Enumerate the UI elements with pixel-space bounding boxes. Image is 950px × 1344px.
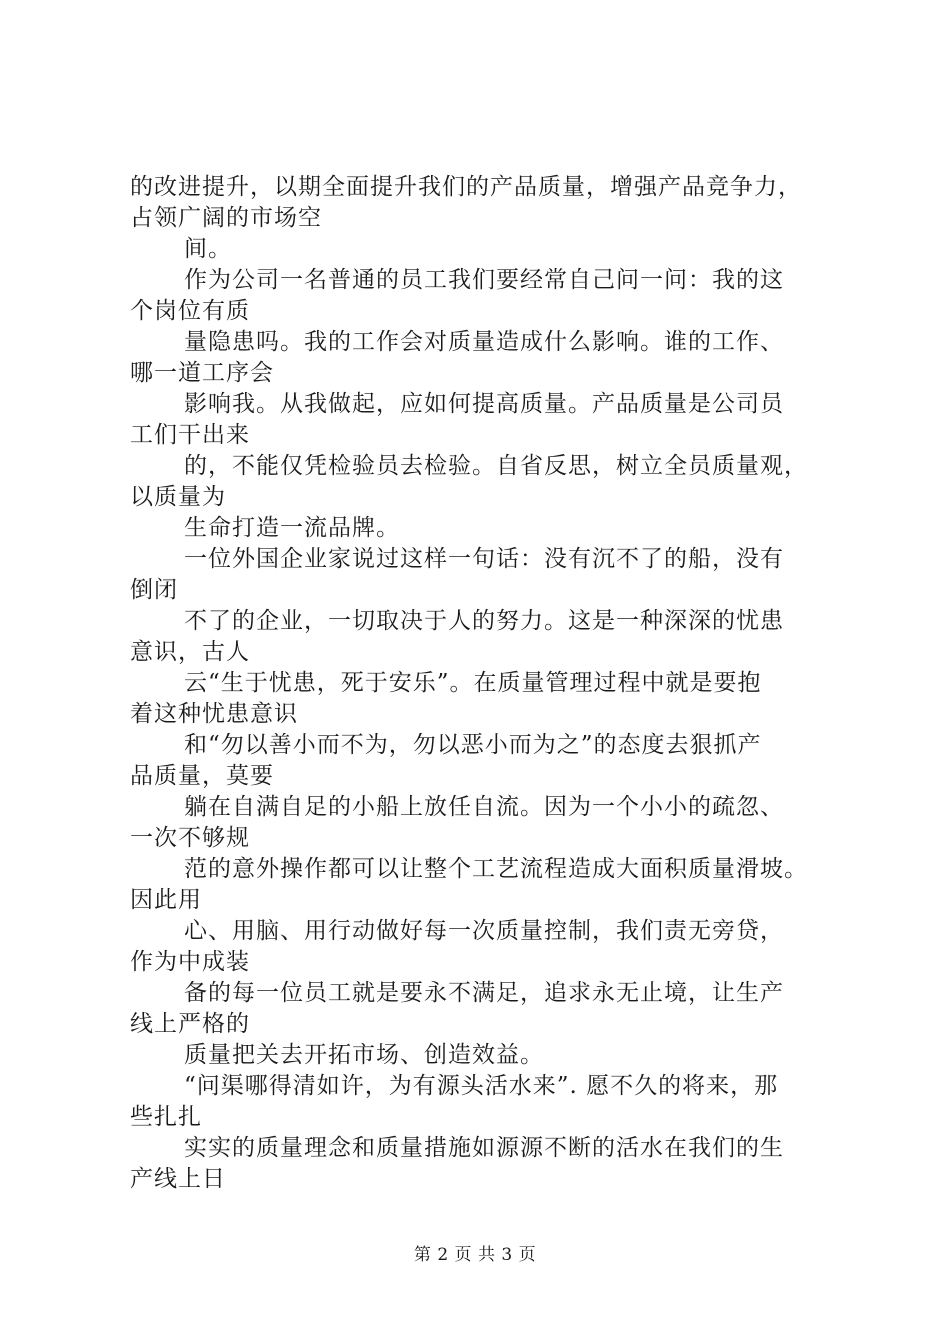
text-line: 间。 bbox=[184, 236, 232, 262]
text-line: 量隐患吗。我的工作会对质量造成什么影响。谁的工作、 bbox=[184, 329, 784, 355]
text-line: 一次不够规 bbox=[130, 825, 250, 851]
text-line: 以质量为 bbox=[130, 484, 226, 510]
text-line: 和“勿以善小而不为，勿以恶小而为之”的态度去狠抓产 bbox=[184, 732, 762, 758]
text-line: 着这种忧患意识 bbox=[130, 701, 298, 727]
text-line: 心、用脑、用行动做好每一次质量控制，我们责无旁贷， bbox=[184, 918, 784, 944]
text-line: “问渠哪得清如许，为有源头活水来”. 愿不久的将来，那 bbox=[184, 1073, 779, 1099]
text-line: 实实的质量理念和质量措施如源源不断的活水在我们的生 bbox=[184, 1135, 784, 1161]
text-line: 工们干出来 bbox=[130, 422, 250, 448]
text-line: 备的每一位员工就是要永不满足，追求永无止境，让生产 bbox=[184, 980, 784, 1006]
text-line: 产线上日 bbox=[130, 1166, 226, 1192]
text-line: 范的意外操作都可以让整个工艺流程造成大面积质量滑坡。 bbox=[184, 856, 808, 882]
text-line: 因此用 bbox=[130, 887, 202, 913]
text-line: 的，不能仅凭检验员去检验。自省反思，树立全员质量观， bbox=[184, 453, 808, 479]
text-line: 占领广阔的市场空 bbox=[130, 205, 322, 231]
text-line: 品质量，莫要 bbox=[130, 763, 274, 789]
text-line: 哪一道工序会 bbox=[130, 360, 274, 386]
text-line: 作为公司一名普通的员工我们要经常自己问一问：我的这 bbox=[184, 267, 784, 293]
text-line: 的改进提升，以期全面提升我们的产品质量，增强产品竞争力， bbox=[130, 174, 802, 200]
text-line: 意识，古人 bbox=[130, 639, 250, 665]
text-line: 一位外国企业家说过这样一句话：没有沉不了的船，没有 bbox=[184, 546, 784, 572]
document-body bbox=[130, 172, 910, 1195]
text-line: 个岗位有质 bbox=[130, 298, 250, 324]
text-line: 线上严格的 bbox=[130, 1011, 250, 1037]
text-line: 质量把关去开拓市场、创造效益。 bbox=[184, 1042, 544, 1068]
text-line: 作为中成装 bbox=[130, 949, 250, 975]
text-line: 影响我。从我做起，应如何提高质量。产品质量是公司员 bbox=[184, 391, 784, 417]
page-number-footer: 第 2 页 共 3 页 bbox=[413, 1245, 537, 1265]
text-line: 生命打造一流品牌。 bbox=[184, 515, 400, 541]
text-line: 躺在自满自足的小船上放任自流。因为一个小小的疏忽、 bbox=[184, 794, 784, 820]
text-line: 倒闭 bbox=[130, 577, 178, 603]
text-line: 不了的企业，一切取决于人的努力。这是一种深深的忧患 bbox=[184, 608, 784, 634]
text-line: 云“生于忧患，死于安乐”。在质量管理过程中就是要抱 bbox=[184, 670, 762, 696]
text-line: 些扎扎 bbox=[130, 1104, 202, 1130]
